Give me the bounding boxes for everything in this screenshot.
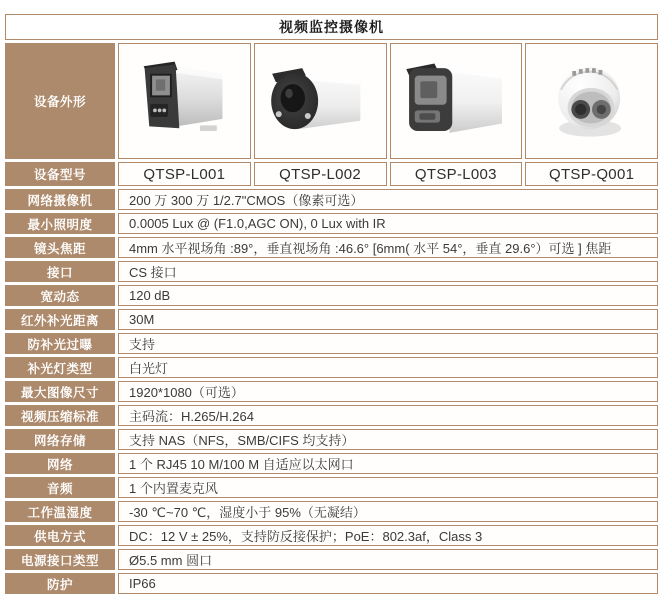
spec-value: 1920*1080（可选） — [118, 381, 658, 402]
spec-value: 30M — [118, 309, 658, 330]
spec-value: 支持 NAS（NFS，SMB/CIFS 均支持） — [118, 429, 658, 450]
spec-label: 最小照明度 — [5, 213, 115, 234]
bullet-camera-flat-face-image — [395, 53, 517, 149]
spec-row — [5, 333, 658, 354]
turret-dome-camera-image — [531, 53, 653, 149]
spec-value: 1 个内置麦克风 — [118, 477, 658, 498]
camera-cell-3 — [390, 43, 523, 159]
spec-row — [5, 261, 658, 282]
model-name-2: QTSP-L002 — [254, 162, 387, 186]
spec-label: 防护 — [5, 573, 115, 594]
bullet-camera-square-lens-image — [123, 53, 245, 149]
spec-row — [5, 573, 658, 594]
spec-label: 网络存储 — [5, 429, 115, 450]
spec-label: 宽动态 — [5, 285, 115, 306]
spec-label: 供电方式 — [5, 525, 115, 546]
camera-cell-2 — [254, 43, 387, 159]
spec-label: 镜头焦距 — [5, 237, 115, 258]
spec-value: -30 ℃~70 ℃，湿度小于 95%（无凝结） — [118, 501, 658, 522]
model-name-4: QTSP-Q001 — [525, 162, 658, 186]
spec-value: DC：12 V ± 25%，支持防反接保护；PoE：802.3af，Class 3 — [118, 525, 658, 546]
spec-row — [5, 237, 658, 258]
spec-value: 0.0005 Lux @ (F1.0,AGC ON), 0 Lux with IR — [118, 213, 658, 234]
spec-label: 最大图像尺寸 — [5, 381, 115, 402]
spec-label: 防补光过曝 — [5, 333, 115, 354]
spec-label: 网络 — [5, 453, 115, 474]
spec-row — [5, 309, 658, 330]
spec-row — [5, 477, 658, 498]
spec-row — [5, 525, 658, 546]
spec-value: 120 dB — [118, 285, 658, 306]
spec-label: 电源接口类型 — [5, 549, 115, 570]
spec-label: 网络摄像机 — [5, 189, 115, 210]
spec-row — [5, 453, 658, 474]
spec-value: 白光灯 — [118, 357, 658, 378]
appearance-row-label: 设备外形 — [5, 43, 115, 159]
spec-row — [5, 501, 658, 522]
spec-value: 200 万 300 万 1/2.7"CMOS（像素可选） — [118, 189, 658, 210]
spec-rows — [5, 189, 658, 594]
spec-row — [5, 285, 658, 306]
spec-label: 接口 — [5, 261, 115, 282]
spec-row — [5, 549, 658, 570]
spec-value: 支持 — [118, 333, 658, 354]
table-title: 视频监控摄像机 — [5, 14, 658, 40]
camera-spec-table — [5, 14, 658, 594]
spec-value: CS 接口 — [118, 261, 658, 282]
spec-row — [5, 189, 658, 210]
spec-row — [5, 213, 658, 234]
camera-cell-1 — [118, 43, 251, 159]
model-name-3: QTSP-L003 — [390, 162, 523, 186]
spec-label: 音频 — [5, 477, 115, 498]
spec-value: 4mm 水平视场角 :89°，垂直视场角 :46.6° [6mm( 水平 54°，垂直 29.6°）可选 ] 焦距 — [118, 237, 658, 258]
spec-label: 工作温湿度 — [5, 501, 115, 522]
spec-label: 红外补光距离 — [5, 309, 115, 330]
spec-row — [5, 429, 658, 450]
spec-row — [5, 405, 658, 426]
bullet-camera-round-face-image — [259, 53, 381, 149]
model-name-1: QTSP-L001 — [118, 162, 251, 186]
model-row-label: 设备型号 — [5, 162, 115, 186]
spec-value: IP66 — [118, 573, 658, 594]
spec-value: 主码流：H.265/H.264 — [118, 405, 658, 426]
appearance-row — [5, 43, 658, 159]
spec-value: 1 个 RJ45 10 M/100 M 自适应以太网口 — [118, 453, 658, 474]
spec-row — [5, 357, 658, 378]
spec-label: 视频压缩标准 — [5, 405, 115, 426]
camera-cell-4 — [525, 43, 658, 159]
spec-row — [5, 381, 658, 402]
model-row — [5, 162, 658, 186]
spec-label: 补光灯类型 — [5, 357, 115, 378]
spec-value: Ø5.5 mm 圆口 — [118, 549, 658, 570]
